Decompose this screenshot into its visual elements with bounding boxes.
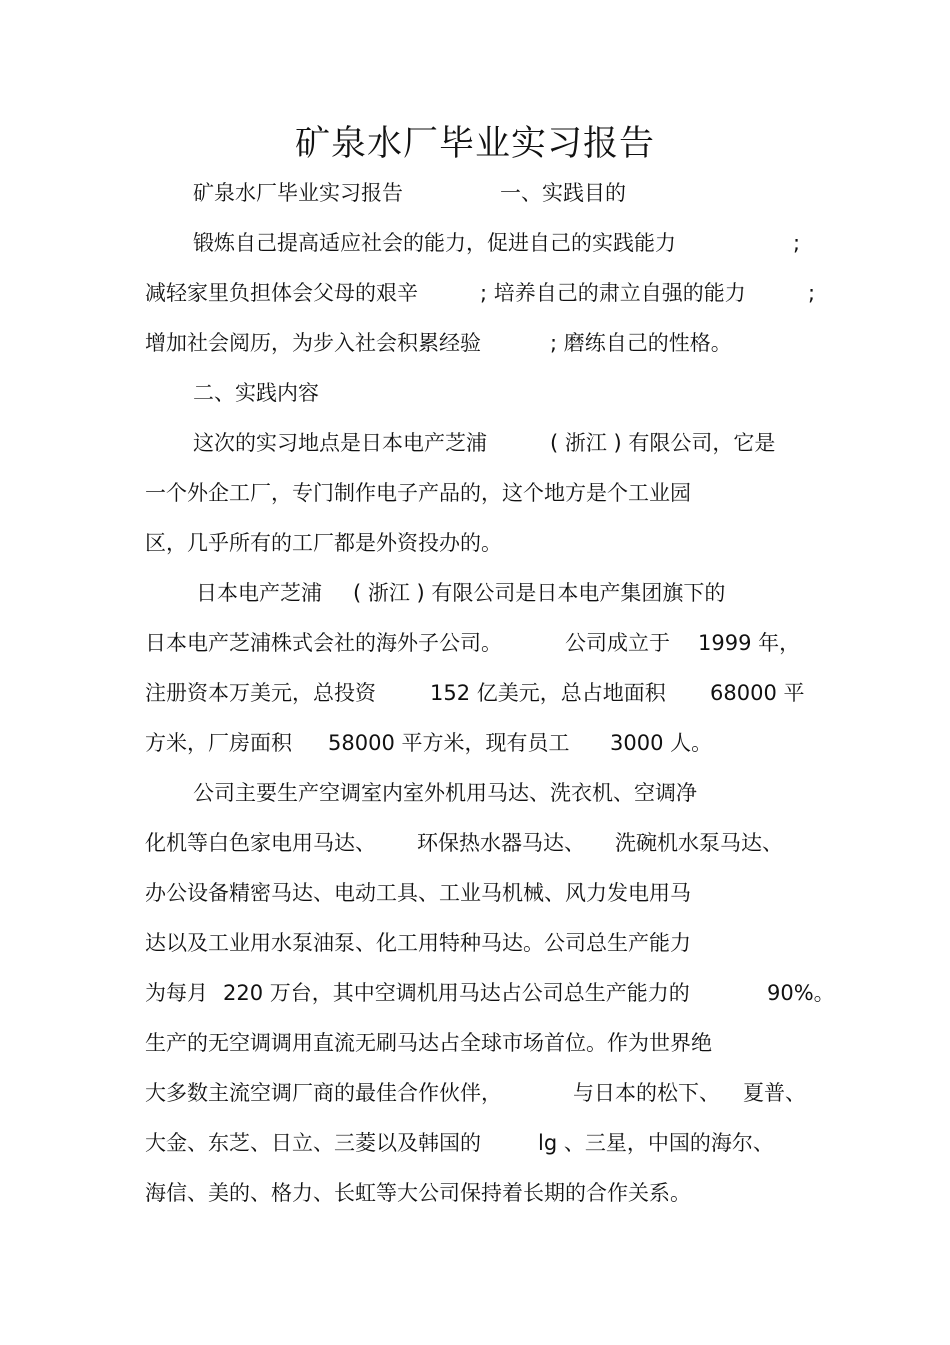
- section-heading: 二、实践内容: [193, 381, 319, 405]
- text-segment: 环保热水器马达、: [417, 831, 585, 855]
- text-segment: 152 亿美元，总占地面积: [430, 681, 666, 705]
- text-segment: ; 磨练自己的性格。: [550, 331, 732, 355]
- text-segment: 锻炼自己提高适应社会的能力，促进自己的实践能力: [193, 231, 676, 255]
- text-segment: lg 、三星，中国的海尔、: [538, 1131, 774, 1155]
- text-segment: 减轻家里负担体会父母的艰辛: [145, 281, 418, 305]
- text-segment: 一个外企工厂，专门制作电子产品的，这个地方是个工业园: [145, 481, 691, 505]
- text-segment: 1999 年，: [698, 631, 801, 655]
- text-segment: 办公设备精密马达、电动工具、工业马机械、风力发电用马: [145, 881, 691, 905]
- text-segment: 矿泉水厂毕业实习报告: [193, 181, 403, 205]
- text-segment: 增加社会阅历，为步入社会积累经验: [145, 331, 481, 355]
- text-segment: 公司主要生产空调室内室外机用马达、洗衣机、空调净: [193, 781, 697, 805]
- text-segment: 方米，厂房面积: [145, 731, 292, 755]
- text-segment: 与日本的松下、: [573, 1081, 720, 1105]
- text-segment: 90%。: [767, 981, 835, 1005]
- text-segment: 海信、美的、格力、长虹等大公司保持着长期的合作关系。: [145, 1181, 691, 1205]
- text-segment: ; 培养自己的肃立自强的能力: [480, 281, 746, 305]
- text-segment: 3000 人。: [610, 731, 713, 755]
- text-segment: 公司成立于: [565, 631, 670, 655]
- text-segment: 生产的无空调调用直流无刷马达占全球市场首位。作为世界绝: [145, 1031, 712, 1055]
- text-segment: 大金、东芝、日立、三菱以及韩国的: [145, 1131, 481, 1155]
- text-segment: 区，几乎所有的工厂都是外资投办的。: [145, 531, 502, 555]
- text-segment: 达以及工业用水泵油泵、化工用特种马达。公司总生产能力: [145, 931, 691, 955]
- text-segment: ( 浙江 ) 有限公司是日本电产集团旗下的: [353, 581, 726, 605]
- text-segment: 洗碗机水泵马达、: [615, 831, 783, 855]
- text-segment: ;: [793, 231, 801, 255]
- text-segment: 大多数主流空调厂商的最佳合作伙伴，: [145, 1081, 502, 1105]
- document-title: 矿泉水厂毕业实习报告: [294, 124, 655, 164]
- text-segment: 日本电产芝浦株式会社的海外子公司。: [145, 631, 502, 655]
- text-segment: 为每月: [145, 981, 208, 1005]
- text-segment: ( 浙江 ) 有限公司，它是: [550, 431, 776, 455]
- section-heading: 一、实践目的: [500, 181, 626, 205]
- text-segment: 夏普、: [743, 1081, 806, 1105]
- text-segment: 220 万台，其中空调机用马达占公司总生产能力的: [223, 981, 690, 1005]
- text-segment: 58000 平方米，现有员工: [328, 731, 570, 755]
- text-segment: 68000 平: [710, 681, 805, 705]
- text-segment: 日本电产芝浦: [196, 581, 322, 605]
- text-segment: ;: [808, 281, 816, 305]
- text-segment: 化机等白色家电用马达、: [145, 831, 376, 855]
- text-segment: 注册资本万美元，总投资: [145, 681, 376, 705]
- text-segment: 这次的实习地点是日本电产芝浦: [193, 431, 487, 455]
